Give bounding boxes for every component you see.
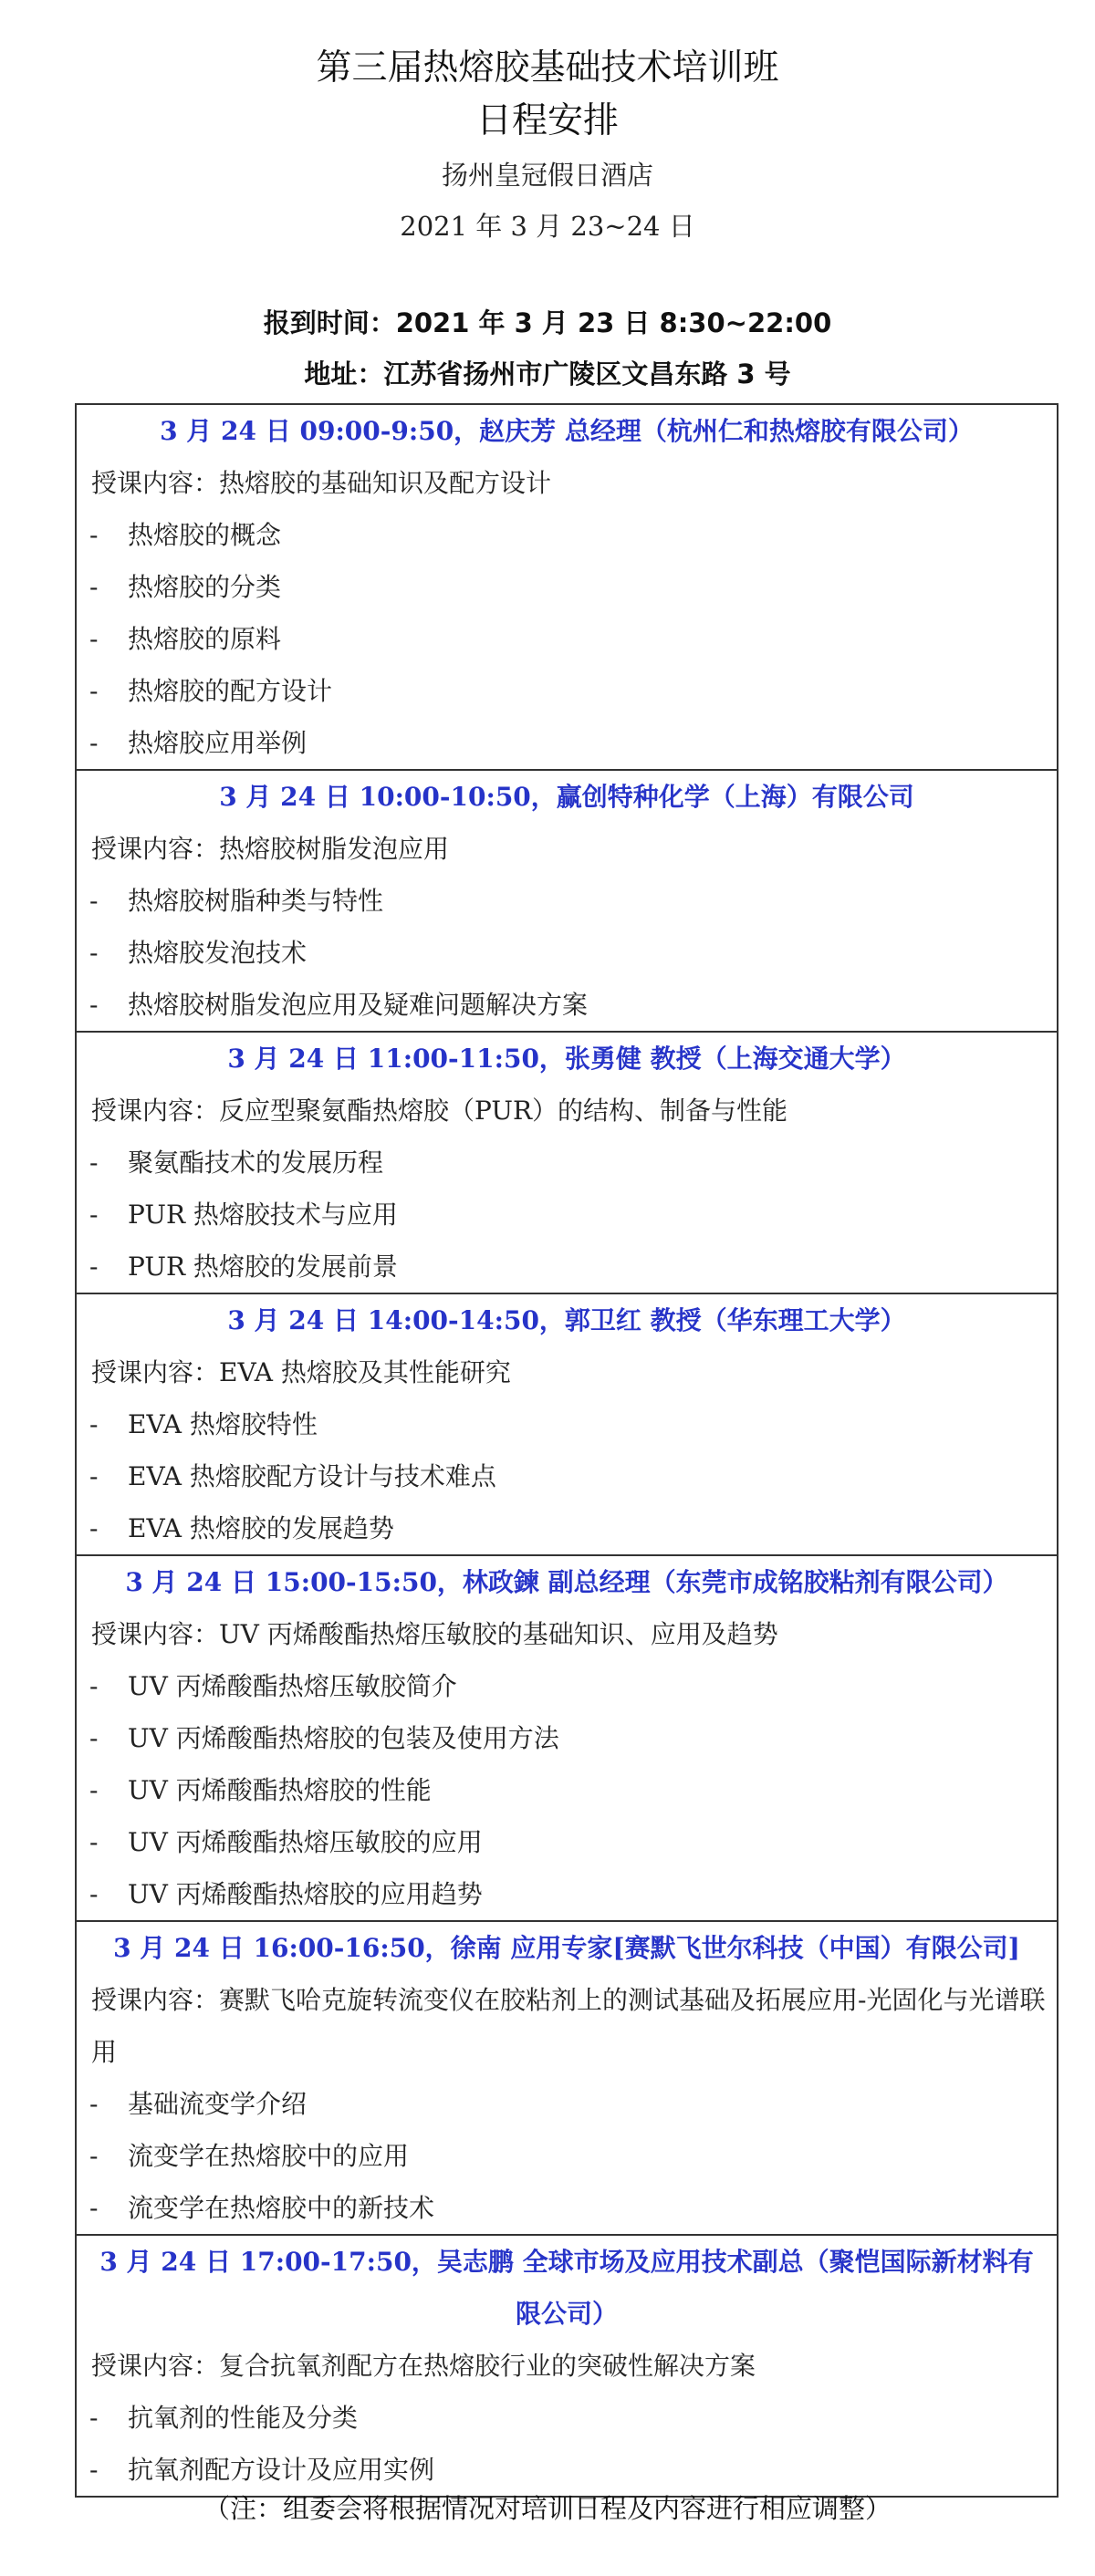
session-topic: 授课内容：UV 丙烯酸酯热熔压敏胶的基础知识、应用及趋势 (91, 1619, 778, 1649)
list-item (77, 1189, 1057, 1241)
session-1 (77, 405, 1057, 769)
list-item-text: 抗氧剂配方设计及应用实例 (128, 2455, 435, 2485)
bullet-marker: - (89, 1513, 99, 1543)
venue-text: 扬州皇冠假日酒店 (441, 160, 653, 191)
bullet-marker: - (89, 1200, 99, 1230)
bullet-marker: - (89, 2089, 99, 2119)
bullet-marker: - (89, 1252, 99, 1282)
session-topic: 授课内容：反应型聚氨酯热熔胶（PUR）的结构、制备与性能 (91, 1096, 788, 1126)
list-item-text: 热熔胶的配方设计 (128, 676, 333, 706)
list-item-text: 热熔胶发泡技术 (128, 938, 308, 968)
document-title: 第三届热熔胶基础技术培训班 (316, 47, 779, 88)
list-item (77, 1868, 1057, 1920)
list-item (77, 1764, 1057, 1816)
bullet-marker: - (89, 1879, 99, 1909)
list-item-text: 热熔胶树脂种类与特性 (128, 886, 384, 916)
bullet-marker: - (89, 2193, 99, 2223)
list-item (77, 2182, 1057, 2234)
session-5 (77, 1554, 1057, 1920)
bullet-marker: - (89, 2141, 99, 2171)
session-topic: 授课内容：热熔胶树脂发泡应用 (91, 834, 450, 864)
bullet-marker: - (89, 572, 99, 602)
list-item (77, 1137, 1057, 1189)
list-item-text: 流变学在热熔胶中的应用 (128, 2141, 410, 2171)
list-item (77, 1241, 1057, 1293)
list-item-text: UV 丙烯酸酯热熔压敏胶简介 (128, 1671, 457, 1701)
list-item (77, 1398, 1057, 1450)
bullet-marker: - (89, 624, 99, 654)
list-item (77, 2078, 1057, 2130)
session-heading: 3 月 24 日 11:00-11:50，张勇健 教授（上海交通大学） (227, 1044, 906, 1074)
list-item (77, 1660, 1057, 1712)
list-item (77, 1502, 1057, 1554)
bullet-marker: - (89, 2455, 99, 2485)
bullet-marker: - (89, 1775, 99, 1805)
session-heading: 3 月 24 日 10:00-10:50，赢创特种化学（上海）有限公司 (219, 782, 914, 812)
list-item-text: 抗氧剂的性能及分类 (128, 2403, 359, 2433)
list-item-text: 热熔胶的原料 (128, 624, 282, 654)
list-item-text: 热熔胶应用举例 (128, 728, 308, 758)
list-item (77, 927, 1057, 979)
list-item-text: UV 丙烯酸酯热熔压敏胶的应用 (128, 1827, 483, 1857)
bullet-marker: - (89, 990, 99, 1020)
bullet-marker: - (89, 1827, 99, 1857)
footnote: （注：组委会将根据情况对培训日程及内容进行相应调整） (203, 2493, 892, 2524)
document-subtitle: 日程安排 (475, 100, 619, 141)
list-item (77, 1450, 1057, 1502)
list-item-text: 热熔胶树脂发泡应用及疑难问题解决方案 (128, 990, 589, 1020)
list-item-text: PUR 热熔胶技术与应用 (128, 1200, 398, 1230)
bullet-marker: - (89, 676, 99, 706)
session-topic: 授课内容：复合抗氧剂配方在热熔胶行业的突破性解决方案 (91, 2351, 756, 2381)
list-item-text: UV 丙烯酸酯热熔胶的应用趋势 (128, 1879, 483, 1909)
bullet-marker: - (89, 2403, 99, 2433)
session-heading: 3 月 24 日 14:00-14:50，郭卫红 教授（华东理工大学） (227, 1305, 906, 1335)
session-heading: 3 月 24 日 16:00-16:50，徐南 应用专家[赛默飞世尔科技（中国）有限公司] (113, 1933, 1020, 1963)
session-7 (77, 2234, 1057, 2496)
bullet-marker: - (89, 886, 99, 916)
list-item-text: EVA 热熔胶的发展趋势 (128, 1513, 394, 1543)
session-topic: 授课内容：EVA 热熔胶及其性能研究 (91, 1357, 511, 1387)
bullet-marker: - (89, 1671, 99, 1701)
bullet-marker: - (89, 520, 99, 550)
list-item (77, 1712, 1057, 1764)
session-topic: 授课内容：赛默飞哈克旋转流变仪在胶粘剂上的测试基础及拓展应用-光固化与光谱联用 (91, 1985, 1046, 2067)
list-item-text: 流变学在热熔胶中的新技术 (128, 2193, 435, 2223)
list-item-text: 热熔胶的概念 (128, 520, 282, 550)
session-topic: 授课内容：热熔胶的基础知识及配方设计 (91, 468, 552, 498)
list-item (77, 665, 1057, 717)
session-heading: 3 月 24 日 09:00-9:50，赵庆芳 总经理（杭州仁和热熔胶有限公司） (160, 416, 974, 446)
list-item (77, 561, 1057, 613)
session-heading: 3 月 24 日 17:00-17:50，吴志鹏 全球市场及应用技术副总（聚恺国际新材料有限公司） (99, 2247, 1034, 2329)
list-item-text: EVA 热熔胶配方设计与技术难点 (128, 1461, 496, 1491)
list-item (77, 717, 1057, 769)
list-item (77, 2444, 1057, 2496)
bullet-marker: - (89, 938, 99, 968)
list-item-text: UV 丙烯酸酯热熔胶的性能 (128, 1775, 432, 1805)
list-item (77, 2392, 1057, 2444)
bullet-marker: - (89, 728, 99, 758)
list-item-text: 聚氨酯技术的发展历程 (128, 1148, 384, 1178)
bullet-marker: - (89, 1723, 99, 1753)
list-item (77, 1816, 1057, 1868)
list-item (77, 979, 1057, 1031)
list-item-text: UV 丙烯酸酯热熔胶的包装及使用方法 (128, 1723, 559, 1753)
session-3 (77, 1031, 1057, 1293)
checkin-time: 报到时间：2021 年 3 月 23 日 8:30~22:00 (263, 307, 832, 338)
bullet-marker: - (89, 1461, 99, 1491)
address-text: 地址：江苏省扬州市广陵区文昌东路 3 号 (304, 358, 791, 390)
list-item (77, 2130, 1057, 2182)
list-item (77, 875, 1057, 927)
schedule-table (75, 403, 1058, 2498)
list-item-text: PUR 热熔胶的发展前景 (128, 1252, 398, 1282)
list-item-text: EVA 热熔胶特性 (128, 1409, 318, 1439)
bullet-marker: - (89, 1409, 99, 1439)
list-item-text: 基础流变学介绍 (128, 2089, 308, 2119)
session-6 (77, 1920, 1057, 2234)
dates-text: 2021 年 3 月 23~24 日 (400, 211, 695, 242)
list-item-text: 热熔胶的分类 (128, 572, 282, 602)
list-item (77, 613, 1057, 665)
session-2 (77, 769, 1057, 1031)
session-heading: 3 月 24 日 15:00-15:50，林政鍊 副总经理（东莞市成铭胶粘剂有限公司） (125, 1567, 1008, 1597)
bullet-marker: - (89, 1148, 99, 1178)
session-4 (77, 1293, 1057, 1554)
list-item (77, 509, 1057, 561)
